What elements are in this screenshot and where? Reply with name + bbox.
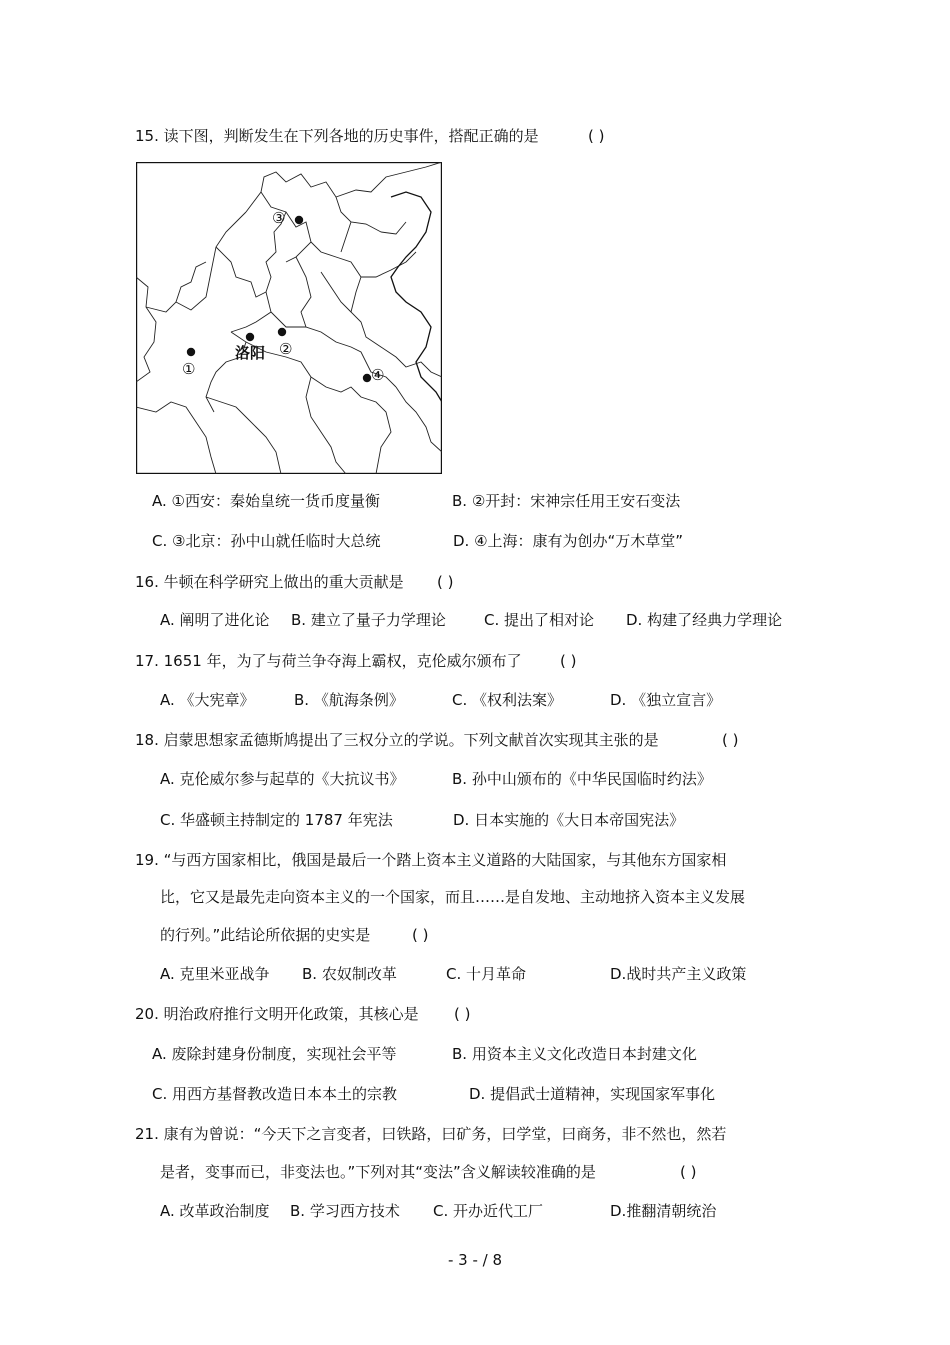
q21-option-d: D.推翻清朝统治 [610,1202,717,1220]
q19-option-c: C. 十月革命 [446,965,527,983]
q19-stem-line2: 比，它又是最先走向资本主义的一个国家，而且……是自发地、主动地挤入资本主义发展 [160,888,746,906]
map-frame [137,163,442,474]
label-luoyang: 洛阳 [235,344,266,362]
q16-option-c: C. 提出了相对论 [484,611,595,629]
q21-option-b: B. 学习西方技术 [290,1202,400,1220]
dot-1 [187,348,195,356]
q18-option-b: B. 孙中山颁布的《中华民国临时约法》 [452,770,712,788]
q21-option-c: C. 开办近代工厂 [433,1202,544,1220]
q20-option-a: A. 废除封建身份制度，实现社会平等 [152,1045,397,1063]
q17-option-b: B. 《航海条例》 [294,691,404,709]
dot-2 [278,328,286,336]
q17-option-d: D. 《独立宣言》 [610,691,722,709]
q15-option-c: C. ③北京：孙中山就任临时大总统 [152,532,381,550]
q17-answer-paren: ( ) [560,652,577,670]
dot-3 [295,216,303,224]
label-3: ③ [272,209,286,227]
q21-stem-line2: 是者，变事而已，非变法也。”下列对其“变法”含义解读较准确的是 [160,1163,596,1181]
q21-option-a: A. 改革政治制度 [160,1202,270,1220]
label-4: ④ [371,366,385,384]
q15-option-b: B. ②开封：宋神宗任用王安石变法 [452,492,681,510]
q19-option-a: A. 克里米亚战争 [160,965,270,983]
q19-answer-paren: ( ) [412,926,429,944]
q20-option-c: C. 用西方基督教改造日本本土的宗教 [152,1085,398,1103]
q16-option-a: A. 阐明了进化论 [160,611,270,629]
q18-stem: 18. 启蒙思想家孟德斯鸠提出了三权分立的学说。下列文献首次实现其主张的是 [135,731,659,749]
label-2: ② [279,340,293,358]
q15-answer-paren: ( ) [588,127,605,145]
q19-option-d: D.战时共产主义政策 [610,965,747,983]
q19-option-b: B. 农奴制改革 [302,965,397,983]
q18-option-a: A. 克伦威尔参与起草的《大抗议书》 [160,770,405,788]
q16-stem: 16. 牛顿在科学研究上做出的重大贡献是 [135,573,404,591]
q16-option-d: D. 构建了经典力学理论 [626,611,783,629]
q15-map [136,162,442,474]
dot-luoyang [246,333,254,341]
q17-option-c: C. 《权利法案》 [452,691,563,709]
q20-option-d: D. 提倡武士道精神，实现国家军事化 [469,1085,716,1103]
q20-answer-paren: ( ) [454,1005,471,1023]
q18-answer-paren: ( ) [722,731,739,749]
q16-answer-paren: ( ) [437,573,454,591]
q19-stem-line3: 的行列。”此结论所依据的史实是 [160,926,371,944]
q15-option-d: D. ④上海：康有为创办“万木草堂” [453,532,684,550]
q17-option-a: A. 《大宪章》 [160,691,255,709]
q15-stem: 15. 读下图，判断发生在下列各地的历史事件，搭配正确的是 [135,127,539,145]
label-1: ① [182,360,196,378]
q20-stem: 20. 明治政府推行文明开化政策，其核心是 [135,1005,419,1023]
q17-stem: 17. 1651 年，为了与荷兰争夺海上霸权，克伦威尔颁布了 [135,652,522,670]
page-number: - 3 - / 8 [447,1251,503,1269]
q19-stem-line1: 19. “与西方国家相比，俄国是最后一个踏上资本主义道路的大陆国家，与其他东方国家相 [135,851,727,869]
q21-stem-line1: 21. 康有为曾说：“今天下之言变者，曰铁路，曰矿务，曰学堂，曰商务，非不然也，然若 [135,1125,727,1143]
dot-4 [363,374,371,382]
q21-answer-paren: ( ) [680,1163,697,1181]
q20-option-b: B. 用资本主义文化改造日本封建文化 [452,1045,697,1063]
q18-option-d: D. 日本实施的《大日本帝国宪法》 [453,811,685,829]
q15-option-a: A. ①西安：秦始皇统一货币度量衡 [152,492,380,510]
q18-option-c: C. 华盛顿主持制定的 1787 年宪法 [160,811,393,829]
q16-option-b: B. 建立了量子力学理论 [291,611,446,629]
